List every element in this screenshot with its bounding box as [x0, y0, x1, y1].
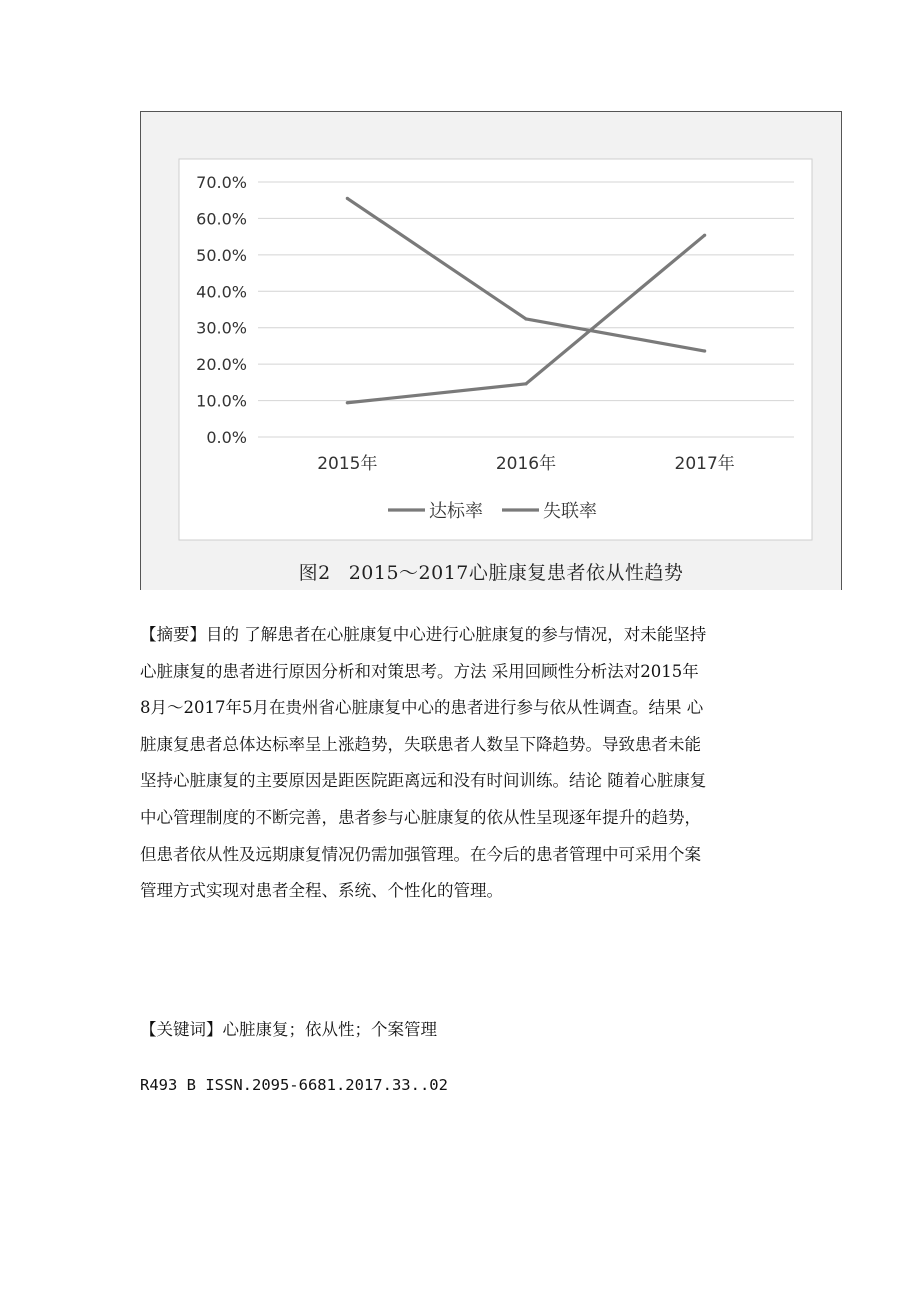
y-tick-label: 50.0% [196, 245, 247, 265]
data-point-1 [703, 234, 706, 237]
abstract-line: 心脏康复的患者进行原因分析和对策思考。方法 采用回顾性分析法对2015年 [140, 661, 699, 681]
plot-card [179, 159, 812, 540]
data-point-2 [703, 349, 706, 352]
keywords-line [140, 1012, 800, 1049]
data-point-1 [346, 401, 349, 404]
y-tick-label: 0.0% [206, 428, 247, 447]
data-point-2 [346, 197, 349, 200]
y-tick-label: 70.0% [196, 173, 247, 192]
abstract-line: 脏康复患者总体达标率呈上涨趋势，失联患者人数呈下降趋势。导致患者未能 [140, 734, 701, 754]
y-tick-label: 10.0% [196, 391, 247, 411]
abstract-line: 坚持心脏康复的主要原因是距医院距离远和没有时间训练。结论 随着心脏康复 [140, 771, 707, 791]
keywords-text: 心脏康复；依从性；个案管理 [222, 1020, 437, 1039]
y-tick-label: 20.0% [196, 355, 247, 375]
legend-label: 失联率 [543, 501, 597, 522]
abstract-line: 【摘要】目的 了解患者在心脏康复中心进行心脏康复的参与情况，对未能坚持 [140, 625, 707, 644]
legend-label: 达标率 [429, 501, 483, 522]
classification-line: R493 B ISSN.2095-6681.2017.33..02 [140, 1076, 448, 1094]
x-tick-label: 2015年 [317, 454, 378, 474]
x-tick-label: 2016年 [495, 454, 557, 474]
figure-frame [140, 111, 842, 590]
data-point-2 [524, 317, 527, 320]
y-tick-label: 40.0% [196, 282, 247, 302]
y-tick-label: 30.0% [196, 318, 247, 338]
figure-caption [141, 558, 841, 585]
abstract-block [140, 617, 800, 910]
abstract-line: 8月～2017年5月在贵州省心脏康复中心的患者进行参与依从性调查。结果 心 [140, 698, 704, 718]
keywords-heading: 【关键词】 [140, 1020, 223, 1039]
abstract-line: 中心管理制度的不断完善，患者参与心脏康复的依从性呈现逐年提升的趋势， [140, 807, 701, 827]
abstract-heading: 【摘要】 [140, 625, 206, 644]
x-tick-label: 2017年 [674, 454, 735, 474]
abstract-line: 管理方式实现对患者全程、系统、个性化的管理。 [140, 881, 503, 901]
abstract-line: 但患者依从性及远期康复情况仍需加强管理。在今后的患者管理中可采用个案 [140, 844, 701, 864]
line-chart [141, 112, 841, 552]
data-point-1 [524, 382, 527, 385]
figure-caption-text: 2015～2017心脏康复患者依从性趋势 [348, 562, 684, 584]
figure-caption-number: 图2 [298, 562, 331, 584]
y-tick-label: 60.0% [196, 209, 247, 229]
